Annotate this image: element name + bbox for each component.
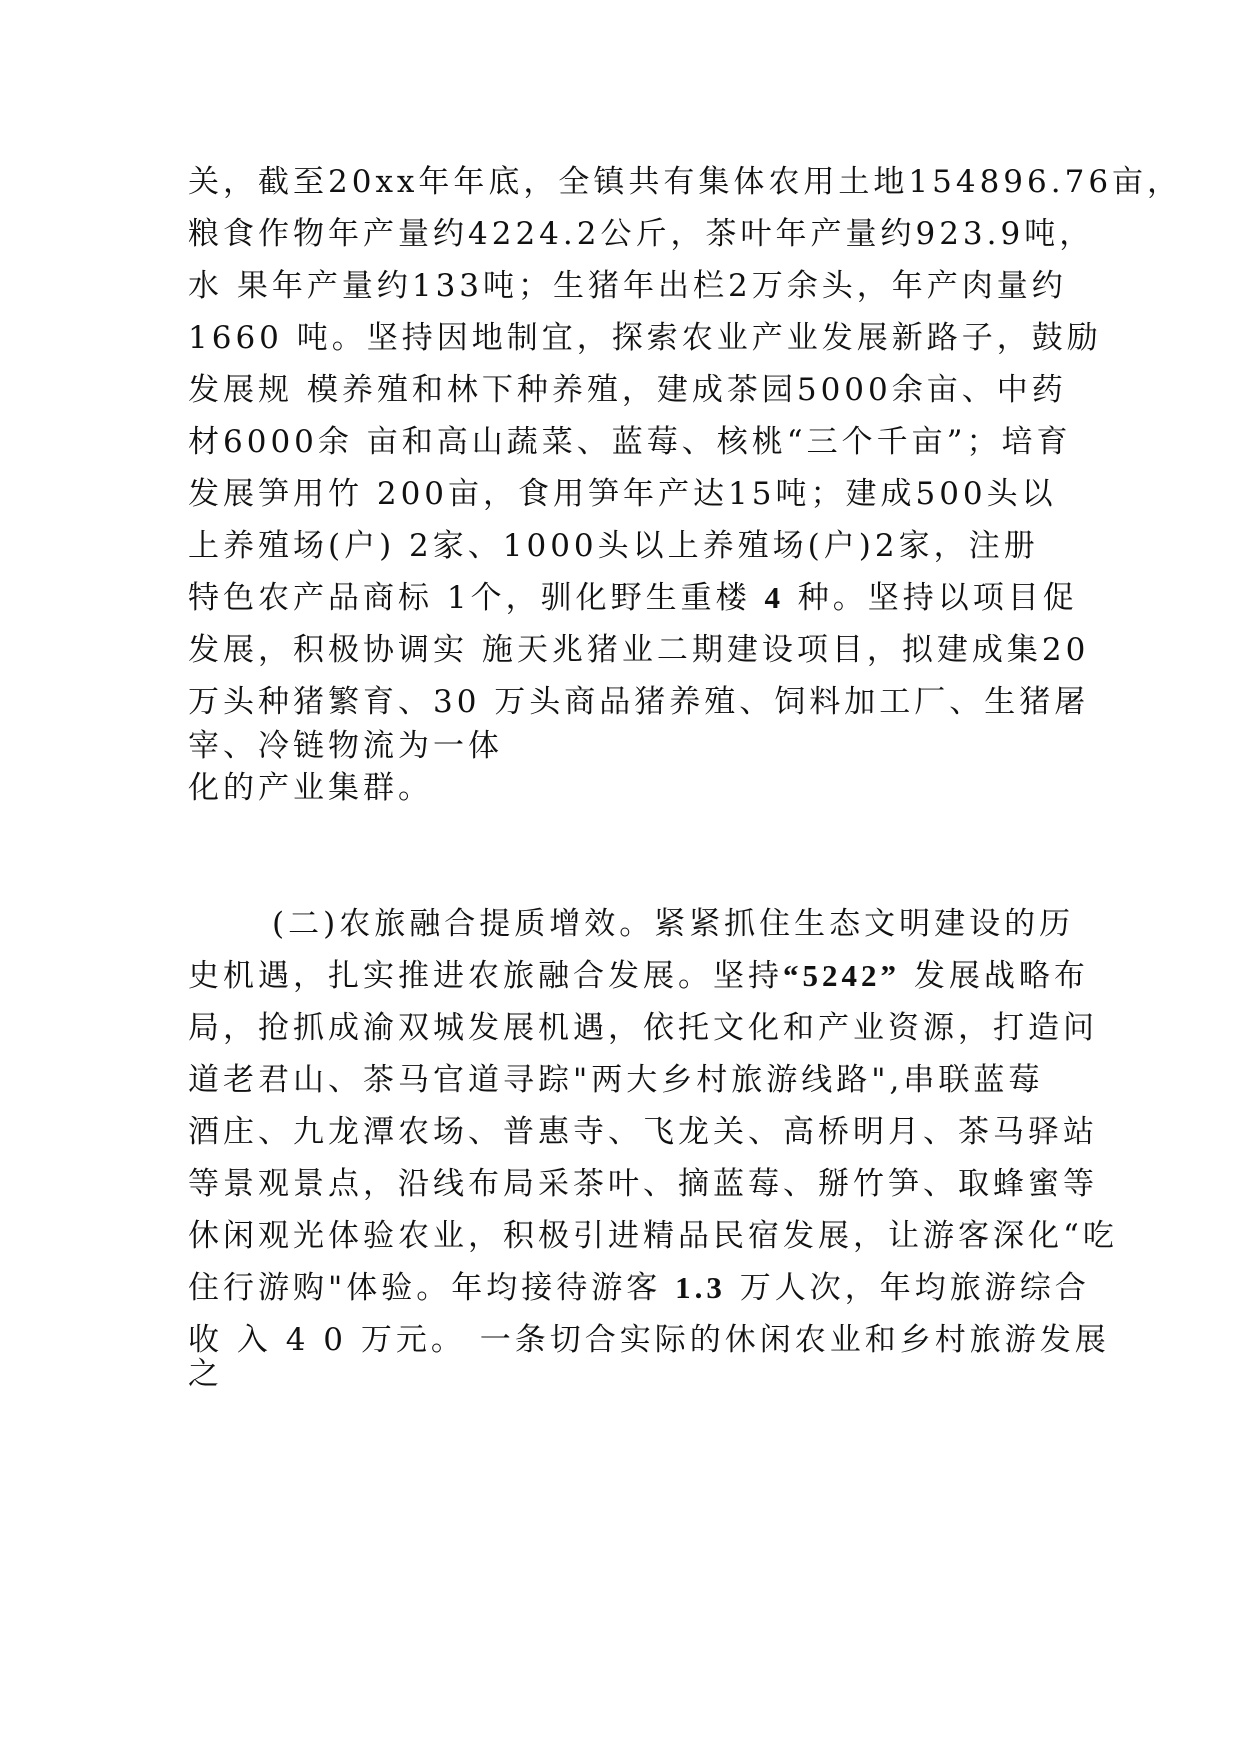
section-heading-line: (二)农旅融合提质增效。紧紧抓住生态文明建设的历 (272, 906, 1075, 942)
text-line: 化的产业集群。 (188, 770, 433, 806)
bold-number: 4 (764, 580, 784, 615)
text-line: 等景观景点，沿线布局采茶叶、摘蓝莓、掰竹笋、取蜂蜜等 (188, 1166, 1098, 1202)
text-segment: 种。坚持以项目促 (783, 580, 1078, 616)
text-line: 关，截至20xx年年底，全镇共有集体农用土地154896.76亩， (188, 164, 1183, 200)
text-segment: 住行游购"体验。年均接待游客 (188, 1270, 676, 1306)
text-line: 发展，积极协调实 施天兆猪业二期建设项目，拟建成集20 (188, 632, 1090, 668)
text-segment: 史机遇，扎实推进农旅融合发展。坚持 (188, 958, 783, 994)
text-segment: 特色农产品商标 1个，驯化野生重楼 (188, 580, 765, 616)
bold-strategy-code: “5242” (783, 958, 900, 993)
text-line: 材6000余 亩和高山蔬菜、蓝莓、核桃“三个千亩”；培育 (188, 424, 1072, 460)
text-line: 发展笋用竹 200亩，食用笋年产达15吨；建成500头以 (188, 476, 1057, 512)
text-line (188, 578, 1078, 618)
text-line: 宰、冷链物流为一体 (188, 728, 503, 764)
text-segment: 发展战略布 (900, 958, 1089, 994)
text-line (188, 956, 1089, 996)
text-line: 收 入 4 0 万元。 一条切合实际的休闲农业和乡村旅游发展 (188, 1322, 1110, 1358)
text-line: 1660 吨。坚持因地制宜，探索农业产业发展新路子，鼓励 (188, 320, 1102, 356)
text-line: 万头种猪繁育、30 万头商品猪养殖、饲料加工厂、生猪屠 (188, 684, 1090, 720)
text-line: 道老君山、茶马官道寻踪"两大乡村旅游线路",串联蓝莓 (188, 1062, 1044, 1098)
text-line: 局，抢抓成渝双城发展机遇，依托文化和产业资源，打造问 (188, 1010, 1098, 1046)
text-line: 酒庄、九龙潭农场、普惠寺、飞龙关、高桥明月、茶马驿站 (188, 1114, 1098, 1150)
text-line: 之 (188, 1356, 223, 1392)
text-line: 粮食作物年产量约4224.2公斤，茶叶年产量约923.9吨， (188, 216, 1095, 252)
text-line: 上养殖场(户) 2家、1000头以上养殖场(户)2家，注册 (188, 528, 1039, 564)
bold-number: 1.3 (675, 1270, 726, 1305)
text-line (188, 1268, 1090, 1308)
text-line: 休闲观光体验农业，积极引进精品民宿发展，让游客深化“吃 (188, 1218, 1118, 1254)
text-line: 水 果年产量约133吨；生猪年出栏2万余头，年产肉量约 (188, 268, 1067, 304)
text-line: 发展规 模养殖和林下种养殖，建成茶园5000余亩、中药 (188, 372, 1067, 408)
text-segment: 万人次，年均旅游综合 (725, 1270, 1090, 1306)
